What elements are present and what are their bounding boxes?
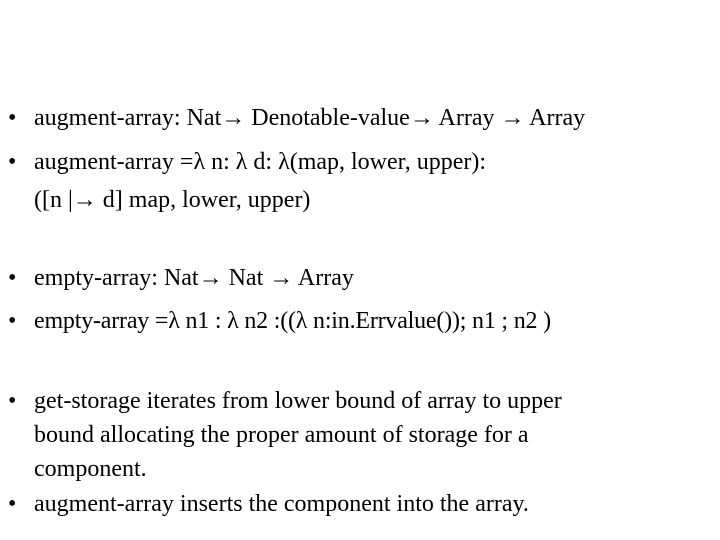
bullet-text: empty-array =λ n1 : λ n2 :((λ n:in.Errvalue()); n1 ; n2 )	[34, 308, 551, 334]
bullet-dot: •	[8, 388, 17, 414]
bullet-text-continuation: ([n |→ d] map, lower, upper)	[34, 187, 311, 213]
bullet-text: get-storage iterates from lower bound of array to upper	[34, 388, 562, 414]
bullet-dot: •	[8, 149, 17, 175]
bullet-text-continuation: bound allocating the proper amount of storage for a	[34, 422, 529, 448]
bullet-text: augment-array: Nat→ Denotable-value→ Array → Array	[34, 105, 586, 131]
bullet-dot: •	[8, 491, 17, 517]
bullet-text-continuation: component.	[34, 456, 147, 482]
bullet-dot: •	[8, 265, 17, 291]
bullet-dot: •	[8, 308, 17, 334]
bullet-text: augment-array inserts the component into the array.	[34, 491, 529, 517]
bullet-text: empty-array: Nat→ Nat → Array	[34, 265, 354, 291]
bullet-text: augment-array =λ n: λ d: λ(map, lower, upper):	[34, 149, 487, 175]
bullet-dot: •	[8, 105, 17, 131]
